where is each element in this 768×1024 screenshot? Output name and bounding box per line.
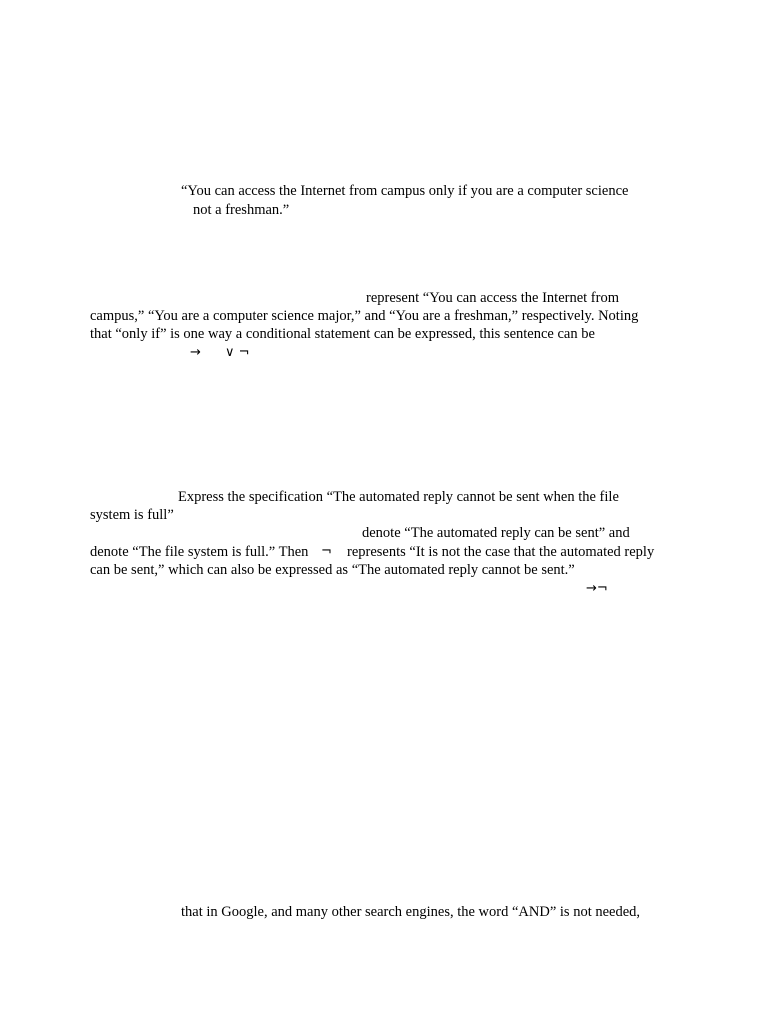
solution2-line2-prefix: denote “The file system is full.” Then: [90, 544, 309, 560]
solution1-line1: represent “You can access the Internet from: [366, 290, 619, 306]
example2-line2: system is full”: [90, 507, 174, 523]
implies-not-symbols: →¬: [586, 581, 608, 596]
solution1-line2: campus,” “You are a computer science major,” and “You are a freshman,” respectively. Noting: [90, 308, 639, 324]
solution2-line1: denote “The automated reply can be sent” and: [362, 525, 630, 541]
example2-line1: Express the specification “The automated reply cannot be sent when the file: [178, 489, 619, 505]
or-not-symbols: ∨ ¬: [225, 345, 250, 360]
solution2-line2-suffix: represents “It is not the case that the automated reply: [347, 544, 655, 560]
not-symbol: ¬: [321, 544, 332, 559]
implies-symbol: →: [190, 345, 201, 360]
solution1-line3: that “only if” is one way a conditional statement can be expressed, this sentence can be: [90, 326, 595, 342]
example1-quote-line2: not a freshman.”: [193, 202, 290, 218]
example1-quote-line1: “You can access the Internet from campus only if you are a computer science: [181, 183, 629, 199]
note-line1: that in Google, and many other search engines, the word “AND” is not needed,: [181, 904, 641, 920]
solution2-line3: can be sent,” which can also be expressed as “The automated reply cannot be sent.”: [90, 562, 575, 578]
